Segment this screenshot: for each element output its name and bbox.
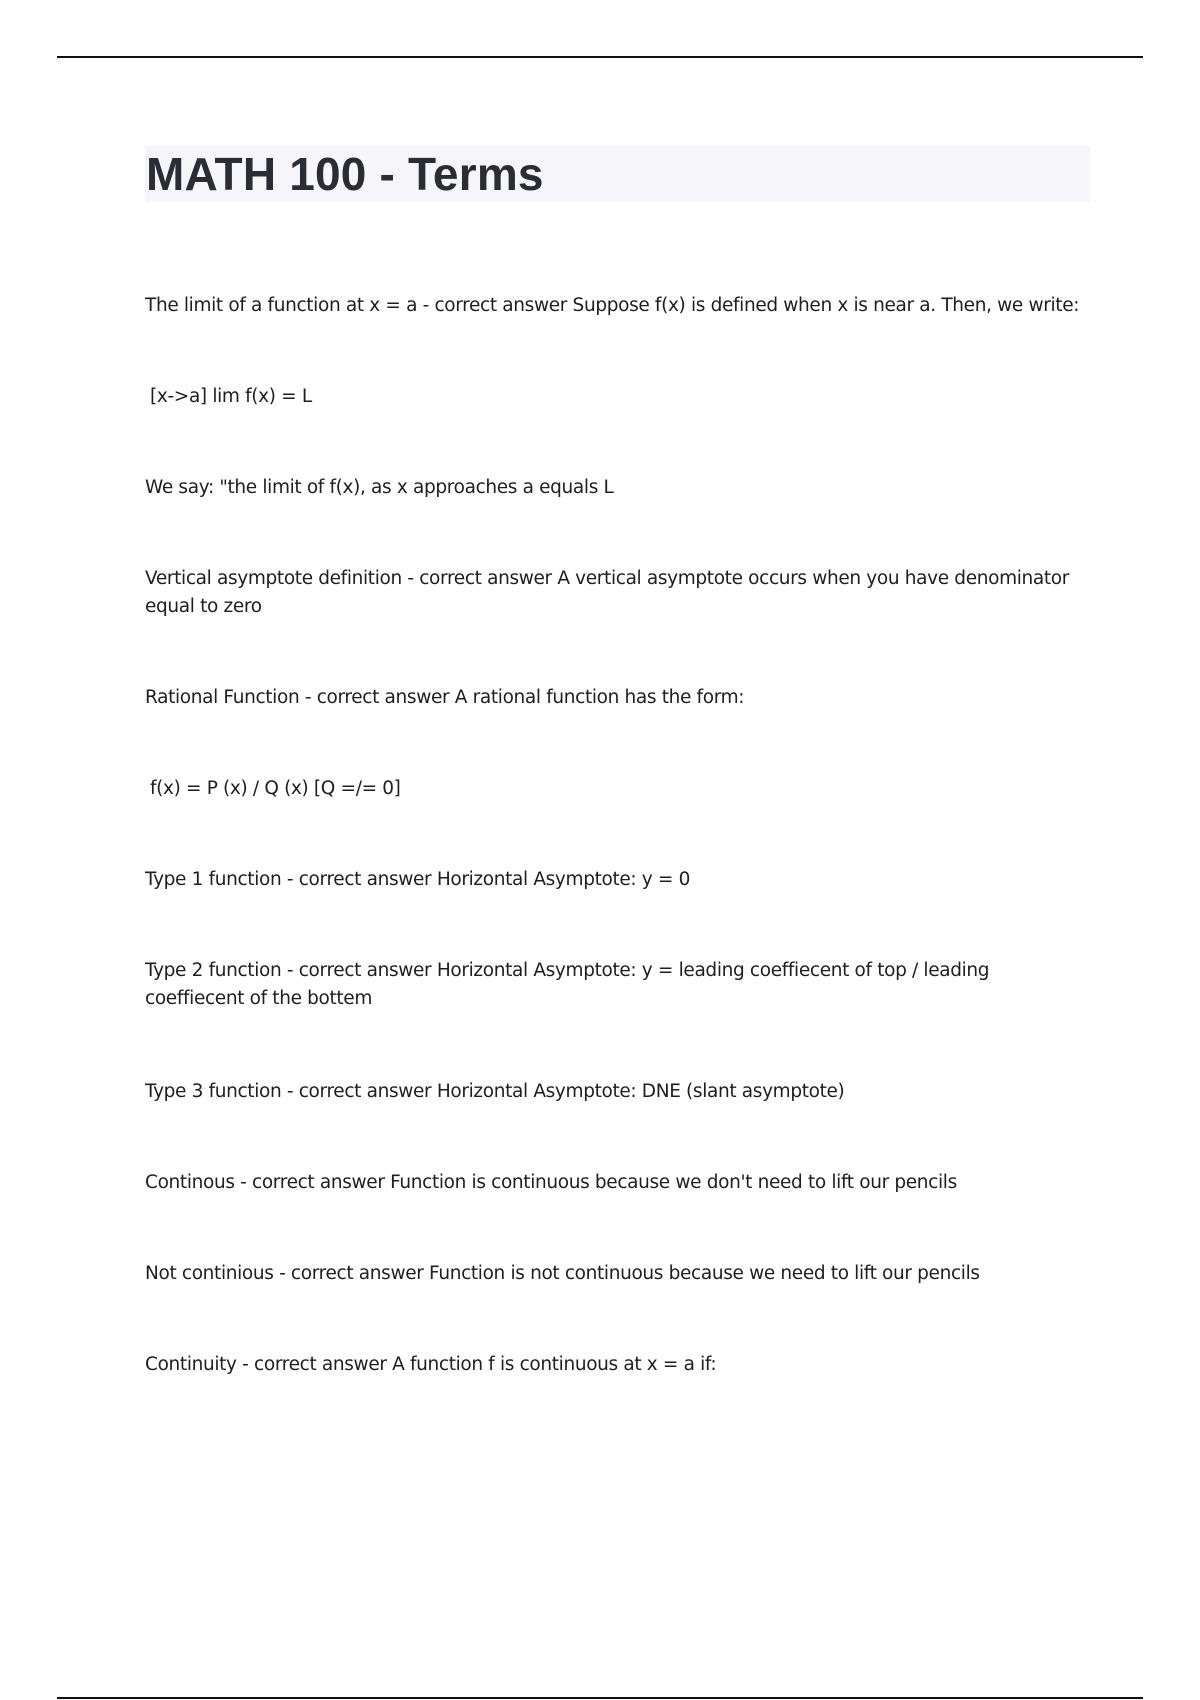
top-rule (57, 56, 1143, 58)
page-title: MATH 100 - Terms (146, 148, 544, 200)
rational-function-form: f(x) = P (x) / Q (x) [Q =/= 0] (150, 778, 401, 799)
term-limit-definition: The limit of a function at x = a - correct answer Suppose f(x) is defined when x is near a. Then, we write: (145, 295, 1080, 316)
limit-notation: [x->a] lim f(x) = L (150, 386, 312, 407)
term-continous: Continous - correct answer Function is continuous because we don't need to lift our pencils (145, 1172, 957, 1193)
term-not-continious: Not continious - correct answer Function is not continuous because we need to lift our pencils (145, 1263, 980, 1284)
term-continuity: Continuity - correct answer A function f is continuous at x = a if: (145, 1354, 717, 1375)
bottom-rule (57, 1697, 1143, 1699)
term-type-3-function: Type 3 function - correct answer Horizontal Asymptote: DNE (slant asymptote) (145, 1081, 845, 1102)
term-vertical-asymptote: Vertical asymptote definition - correct answer A vertical asymptote occurs when you have denominator equal to zero (145, 568, 1070, 617)
term-type-1-function: Type 1 function - correct answer Horizontal Asymptote: y = 0 (145, 869, 691, 890)
term-rational-function: Rational Function - correct answer A rational function has the form: (145, 687, 745, 708)
term-type-2-function: Type 2 function - correct answer Horizontal Asymptote: y = leading coeffiecent of top / leading coeffiecent of the bottem (145, 960, 990, 1009)
limit-explanation: We say: "the limit of f(x), as x approaches a equals L (145, 477, 614, 498)
